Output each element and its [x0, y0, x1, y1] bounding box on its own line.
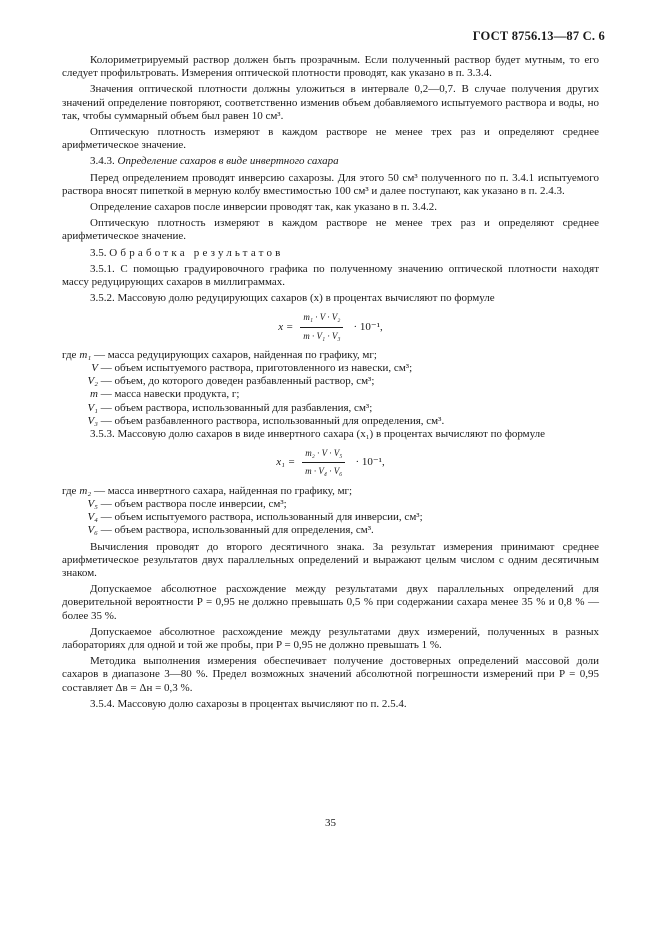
legend-row	[62, 375, 599, 388]
page-number: 35	[325, 817, 336, 829]
legend-row	[62, 511, 599, 524]
legend-symbol: V₂	[87, 375, 98, 388]
legend-row	[62, 415, 599, 428]
legend-symbol: V₁	[87, 401, 98, 414]
legend-text: — объем испытуемого раствора, приготовленного из навески, см³;	[98, 362, 413, 375]
legend-row	[62, 402, 599, 415]
where-prefix: где	[62, 348, 77, 361]
legend-text: — масса навески продукта, г;	[98, 388, 240, 401]
formula-numerator: m₁ · V · V₂	[300, 311, 343, 327]
legend-symbol: V₄	[87, 511, 98, 524]
page-header: ГОСТ 8756.13—87 С. 6	[472, 29, 605, 43]
legend-1	[62, 349, 599, 428]
legend-text: — масса редуцирующих сахаров, найденная по графику, мг;	[91, 348, 377, 361]
section-heading-3-4-3	[62, 155, 599, 168]
legend-text: — объем, до которого доведен разбавленный раствор, см³;	[98, 375, 375, 388]
legend-text: — объем разбавленного раствора, использованный для определения, см³.	[98, 414, 445, 427]
formula-lhs: x₁ =	[276, 456, 296, 469]
legend-row	[62, 362, 599, 375]
formula-tail: · 10⁻¹,	[355, 456, 385, 469]
legend-text: — объем раствора, использованный для разбавления, см³;	[98, 401, 373, 414]
legend-text: — объем раствора после инверсии, см³;	[98, 497, 287, 510]
legend-text: — масса инвертного сахара, найденная по графику, мг;	[91, 484, 353, 497]
legend-row	[62, 524, 599, 537]
paragraph: 3.5.4. Массовую долю сахарозы в процентах вычисляют по п. 2.5.4.	[90, 697, 407, 710]
legend-text: — объем испытуемого раствора, использованный для инверсии, см³;	[98, 511, 423, 524]
paragraph: 3.5.3. Массовую долю сахаров в виде инвертного сахара (x₁) в процентах вычисляют по формуле	[90, 428, 546, 441]
formula-fraction	[300, 311, 343, 342]
paragraph: 3.5.2. Массовую долю редуцирующих сахаров (x) в процентах вычисляют по формуле	[90, 292, 495, 305]
legend-symbol: V₃	[87, 414, 98, 427]
paragraph: Перед определением проводят инверсию сахарозы. Для этого 50 см³ полученного по п. 3.4.1 испытуемого раствора вносят пипеткой в мерную колбу вместимостью 100 см³ и далее поступают, как указано в п. 2.4.3.	[62, 171, 599, 197]
paragraph: Методика выполнения измерения обеспечивает получение достоверных определений массовой доли сахаров в диапазоне 3—80 %. Предел возможных значений абсолютной погрешности измерений при P = 0,95 составляет Δв = Δн = 0,3 %.	[62, 655, 599, 694]
paragraph: Допускаемое абсолютное расхождение между результатами двух параллельных определений для доверительной вероятности P = 0,95 не должно превышать 0,5 % при содержании сахара менее 35 % и 0,8 % — более 35 %.	[62, 583, 599, 622]
legend-row	[62, 498, 599, 511]
paragraph: Определение сахаров после инверсии проводят так, как указано в п. 3.4.2.	[90, 201, 437, 214]
paragraph: Колориметрируемый раствор должен быть прозрачным. Если полученный раствор будет мутным, то его следует профильтровать. Измерения оптической плотности проводят, как указано в п. 3.3.4.	[62, 54, 599, 80]
legend-symbol: m₁	[79, 348, 92, 361]
paragraph: Допускаемое абсолютное расхождение между результатами двух измерений, полученных в разных лабораториях для одной и той же пробы, при P = 0,95 не должно превышать 1 %.	[62, 625, 599, 651]
legend-row	[62, 349, 599, 362]
section-number: 3.5.	[90, 246, 107, 259]
section-number: 3.4.3.	[90, 155, 115, 168]
where-prefix: где	[62, 484, 77, 497]
page-content	[62, 54, 599, 711]
legend-2	[62, 485, 599, 538]
legend-symbol: m	[90, 388, 98, 401]
paragraph: Оптическую плотность измеряют в каждом растворе не менее трех раз и определяют среднее арифметическое значение.	[62, 126, 599, 152]
paragraph: Значения оптической плотности должны уложиться в интервале 0,2—0,7. В случае получения других значений определение повторяют, соответственно изменив объем добавляемого испытуемого раствора и воды, но так, чтобы суммарный объем был равен 10 см³.	[62, 83, 599, 122]
paragraph: 3.5.1. С помощью градуировочного графика по полученному значению оптической плотности находят массу редуцирующих сахаров в миллиграммах.	[62, 262, 599, 289]
formula-tail: · 10⁻¹,	[353, 320, 383, 333]
formula-fraction	[302, 447, 345, 478]
legend-symbol: V	[91, 362, 98, 375]
legend-symbol: V₅	[87, 497, 98, 510]
formula-lhs: x =	[278, 320, 294, 333]
formula-denominator: m · V₄ · V₆	[305, 466, 343, 477]
formula-denominator: m · V₁ · V₃	[303, 330, 341, 341]
legend-text: — объем раствора, использованный для определения, см³.	[98, 524, 374, 537]
legend-row	[62, 485, 599, 498]
formula-numerator: m₂ · V · V₅	[302, 447, 345, 463]
section-heading-3-5	[62, 247, 599, 260]
paragraph: Вычисления проводят до второго десятичного знака. За результат измерения принимают среднее арифметическое результатов двух параллельных определений и выражают целым числом с одним десятичным знаком.	[62, 540, 599, 579]
paragraph: Оптическую плотность измеряют в каждом растворе не менее трех раз и определяют среднее арифметическое значение.	[62, 217, 599, 243]
legend-symbol: m₂	[79, 484, 92, 497]
formula-invert-sugar	[62, 447, 599, 478]
formula-reducing-sugars	[62, 311, 599, 342]
legend-symbol: V₆	[87, 524, 98, 537]
section-title: Определение сахаров в виде инвертного сахара	[117, 155, 339, 168]
legend-row	[62, 388, 599, 401]
section-title: Обработка результатов	[109, 246, 284, 259]
